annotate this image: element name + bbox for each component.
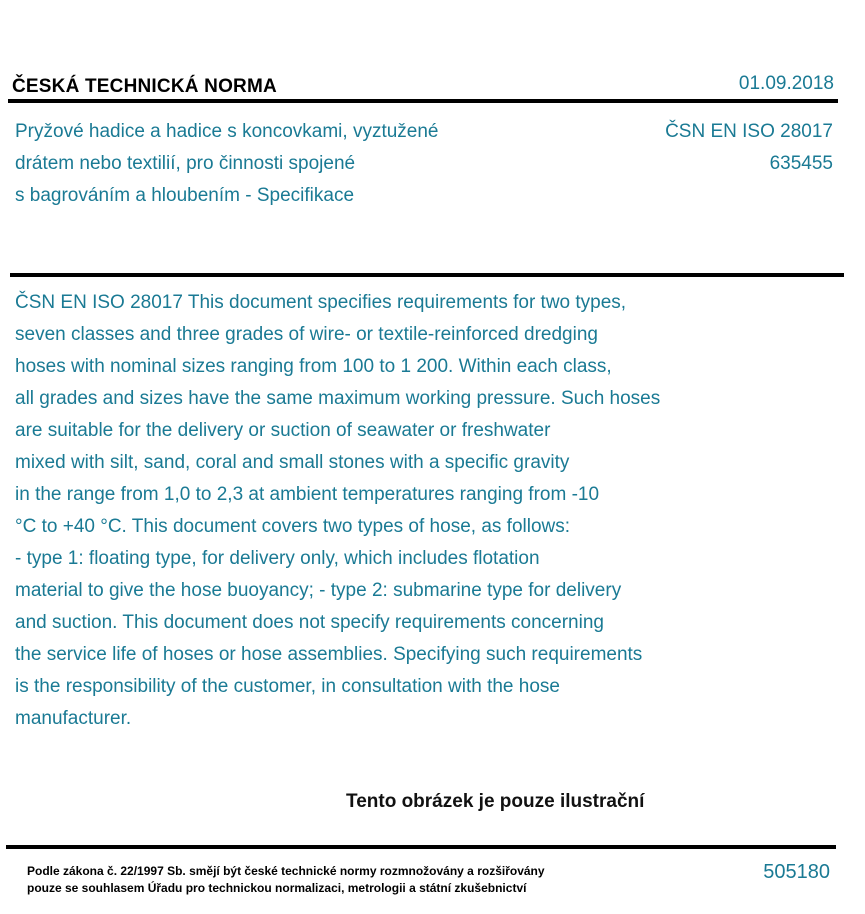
standard-identifiers xyxy=(665,116,833,180)
footer-divider xyxy=(6,845,836,849)
abstract-line: all grades and sizes have the same maximum working pressure. Such hoses xyxy=(15,388,661,409)
legal-notice-line: pouze se souhlasem Úřadu pro technickou normalizaci, metrologii a státní zkušebnictví xyxy=(27,881,527,895)
abstract-line: are suitable for the delivery or suction of seawater or freshwater xyxy=(15,420,551,441)
abstract-line: material to give the hose buoyancy; - type 2: submarine type for delivery xyxy=(15,580,622,601)
standard-title-line: drátem nebo textilií, pro činnosti spojené xyxy=(15,153,356,174)
standard-code: ČSN EN ISO 28017 xyxy=(665,121,833,142)
standard-title xyxy=(15,116,439,212)
abstract-line: in the range from 1,0 to 2,3 at ambient temperatures ranging from -10 xyxy=(15,484,600,505)
abstract-line: ČSN EN ISO 28017 This document specifies requirements for two types, xyxy=(15,292,627,313)
abstract-line: °C to +40 °C. This document covers two types of hose, as follows: xyxy=(15,516,571,537)
standard-title-line: Pryžové hadice a hadice s koncovkami, vyztužené xyxy=(15,121,439,142)
abstract-line: the service life of hoses or hose assemblies. Specifying such requirements xyxy=(15,644,643,665)
abstract-line: - type 1: floating type, for delivery only, which includes flotation xyxy=(15,548,540,569)
header-divider xyxy=(8,99,838,103)
publication-date: 01.09.2018 xyxy=(738,73,834,94)
standard-title-line: s bagrováním a hloubením - Specifikace xyxy=(15,185,355,206)
section-divider xyxy=(10,273,844,277)
abstract-line: manufacturer. xyxy=(15,708,132,729)
document-number: 505180 xyxy=(763,861,830,883)
abstract-line: is the responsibility of the customer, in consultation with the hose xyxy=(15,676,560,697)
abstract-line: and suction. This document does not specify requirements concerning xyxy=(15,612,604,633)
abstract-text xyxy=(15,287,805,735)
abstract-line: hoses with nominal sizes ranging from 100 to 1 200. Within each class, xyxy=(15,356,612,377)
class-number: 635455 xyxy=(769,153,833,174)
document-type-title: ČESKÁ TECHNICKÁ NORMA xyxy=(12,76,277,97)
illustration-note: Tento obrázek je pouze ilustrační xyxy=(346,791,645,812)
abstract-line: mixed with silt, sand, coral and small stones with a specific gravity xyxy=(15,452,570,473)
legal-notice xyxy=(27,863,545,897)
abstract-line: seven classes and three grades of wire- or textile-reinforced dredging xyxy=(15,324,598,345)
legal-notice-line: Podle zákona č. 22/1997 Sb. smějí být české technické normy rozmnožovány a rozšiřovány xyxy=(27,864,545,878)
